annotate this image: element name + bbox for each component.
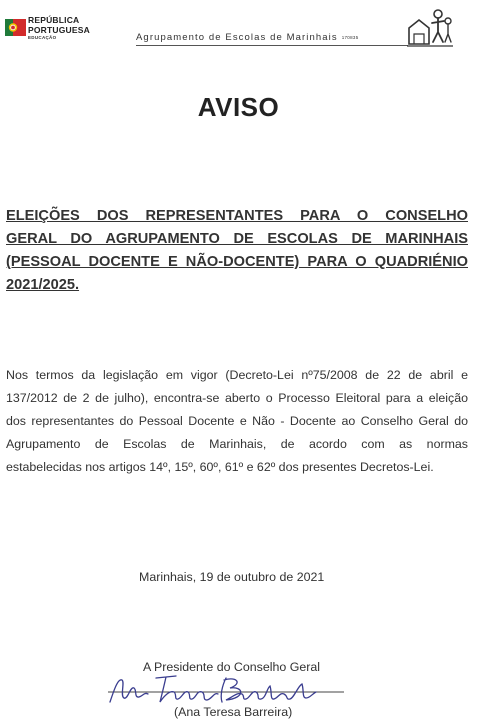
subject-line: GERAL DO AGRUPAMENTO DE ESCOLAS DE MARINHAIS — [6, 231, 468, 247]
notice-body — [6, 364, 468, 479]
letterhead — [0, 0, 477, 52]
school-name-text: Agrupamento de Escolas de Marinhais — [136, 32, 338, 43]
header-divider — [136, 45, 408, 46]
subject-line: 2021/2025. — [6, 277, 80, 293]
republic-line-2: PORTUGUESA — [28, 24, 90, 35]
subject-line: (PESSOAL DOCENTE E NÃO-DOCENTE) PARA O QUADRIÉNIO — [6, 254, 468, 270]
subject-line: ELEIÇÕES DOS REPRESENTANTES PARA O CONSELHO — [6, 208, 468, 224]
school-logo-icon — [405, 6, 455, 48]
ministry-label: EDUCAÇÃO — [28, 35, 57, 40]
body-line: dos representantes do Pessoal Docente e Não - Docente ao Conselho Geral do — [6, 414, 468, 428]
body-line: 137/2012 de 2 de julho), encontra-se aberto o Processo Eleitoral para a eleição — [6, 391, 468, 405]
notice-subject — [6, 205, 468, 297]
date-place: Marinhais, 19 de outubro de 2021 — [139, 570, 325, 584]
signatory-role: A Presidente do Conselho Geral — [143, 660, 321, 674]
government-logo-text — [28, 16, 90, 41]
republic-line-1: REPÚBLICA — [28, 15, 80, 25]
body-line: Nos termos da legislação em vigor (Decreto-Lei nº75/2008 de 22 de abril e — [6, 368, 468, 382]
portugal-flag-icon — [5, 17, 26, 38]
body-line: estabelecidas nos artigos 14º, 15º, 60º, 61º e 62º dos presentes Decretos-Lei. — [6, 460, 434, 474]
signatory-name: (Ana Teresa Barreira) — [174, 705, 293, 719]
page-title: AVISO — [197, 92, 280, 122]
school-code: 170835 — [341, 35, 359, 40]
school-name — [136, 32, 359, 43]
body-line: Agrupamento de Escolas de Marinhais, de acordo com as normas — [6, 437, 468, 451]
handwritten-signature — [104, 672, 364, 708]
